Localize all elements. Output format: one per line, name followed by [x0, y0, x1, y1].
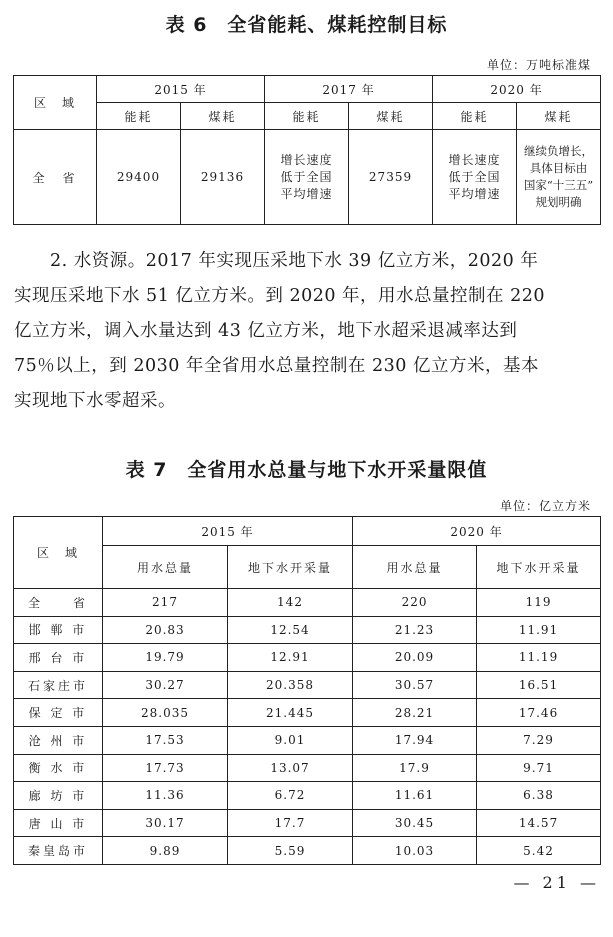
paragraph-line: 亿立方米，调入水量达到 43 亿立方米，地下水超采退减率达到 [14, 321, 518, 341]
table6-region-header: 区 域 [14, 76, 97, 130]
table7-value-cell: 11.19 [477, 644, 601, 672]
table6-value-cell: 29400 [97, 130, 181, 225]
table7-value-cell: 12.54 [228, 616, 353, 644]
table-row [14, 782, 601, 810]
table6-value-cell: 继续负增长， 具体目标由 国家“十三五” 规划明确 [517, 130, 601, 225]
table7-subheader: 用水总量 [353, 546, 477, 589]
paragraph-line: 2. 水资源。2017 年实现压采地下水 39 亿立方米，2020 年 [50, 251, 539, 271]
table6-subheader: 煤耗 [349, 103, 433, 130]
table7-value-cell: 220 [353, 589, 477, 617]
table7-value-cell: 30.27 [103, 671, 228, 699]
table-row [14, 837, 601, 865]
table7-subheader: 用水总量 [103, 546, 228, 589]
paragraph-line: 75％以上，到 2030 年全省用水总量控制在 230 亿立方米，基本 [14, 356, 539, 376]
table7-value-cell: 9.01 [228, 726, 353, 754]
table-row [14, 671, 601, 699]
table7-value-cell: 21.445 [228, 699, 353, 727]
table7-value-cell: 6.38 [477, 782, 601, 810]
table7-year-header: 2020 年 [353, 517, 601, 546]
table7-value-cell: 30.17 [103, 809, 228, 837]
table7-region-cell: 邢 台 市 [14, 644, 103, 672]
table7-value-cell: 5.42 [477, 837, 601, 865]
table-row [14, 644, 601, 672]
table6-region-cell: 全 省 [14, 130, 97, 225]
table-row [14, 754, 601, 782]
paragraph-line: 实现地下水零超采。 [14, 391, 176, 411]
table6-subheader: 能耗 [265, 103, 349, 130]
table7-value-cell: 20.09 [353, 644, 477, 672]
table7-value-cell: 10.03 [353, 837, 477, 865]
table7-value-cell: 20.83 [103, 616, 228, 644]
table7-value-cell: 30.45 [353, 809, 477, 837]
table7-subheader: 地下水开采量 [477, 546, 601, 589]
table7 [13, 516, 601, 865]
table6-subheader: 煤耗 [517, 103, 601, 130]
table7-region-cell: 邯 郸 市 [14, 616, 103, 644]
table7-value-cell: 11.91 [477, 616, 601, 644]
table7-value-cell: 14.57 [477, 809, 601, 837]
table-row [14, 699, 601, 727]
table-row [14, 589, 601, 617]
table7-value-cell: 21.23 [353, 616, 477, 644]
table7-value-cell: 6.72 [228, 782, 353, 810]
table-row [14, 726, 601, 754]
table7-region-cell: 秦皇岛市 [14, 837, 103, 865]
table7-region-cell: 唐 山 市 [14, 809, 103, 837]
table6-subheader: 能耗 [97, 103, 181, 130]
table7-value-cell: 9.71 [477, 754, 601, 782]
table7-region-cell: 全 省 [14, 589, 103, 617]
table7-value-cell: 142 [228, 589, 353, 617]
table7-region-header: 区 域 [14, 517, 103, 589]
table7-unit: 单位：亿立方米 [499, 499, 591, 513]
table7-value-cell: 17.7 [228, 809, 353, 837]
table6-value-cell: 增长速度 低于全国 平均增速 [433, 130, 517, 225]
table7-region-cell: 廊 坊 市 [14, 782, 103, 810]
table7-value-cell: 5.59 [228, 837, 353, 865]
table7-region-cell: 衡 水 市 [14, 754, 103, 782]
table7-value-cell: 11.36 [103, 782, 228, 810]
table7-region-cell: 石家庄市 [14, 671, 103, 699]
water-resources-paragraph [14, 244, 598, 419]
table-row [14, 809, 601, 837]
table7-value-cell: 217 [103, 589, 228, 617]
table7-value-cell: 11.61 [353, 782, 477, 810]
table7-value-cell: 17.53 [103, 726, 228, 754]
table6-year-header: 2015 年 [97, 76, 265, 103]
table7-value-cell: 17.94 [353, 726, 477, 754]
paragraph-line: 实现压采地下水 51 亿立方米。到 2020 年，用水总量控制在 220 [14, 286, 546, 306]
table6-subheader: 煤耗 [181, 103, 265, 130]
table7-value-cell: 13.07 [228, 754, 353, 782]
table7-title: 表 7 全省用水总量与地下水开采量限值 [125, 459, 488, 481]
table7-value-cell: 17.73 [103, 754, 228, 782]
table7-value-cell: 28.21 [353, 699, 477, 727]
table7-year-header: 2015 年 [103, 517, 353, 546]
table7-value-cell: 16.51 [477, 671, 601, 699]
table6-year-header: 2020 年 [433, 76, 601, 103]
table7-region-cell: 沧 州 市 [14, 726, 103, 754]
table7-value-cell: 17.9 [353, 754, 477, 782]
table7-value-cell: 19.79 [103, 644, 228, 672]
table7-value-cell: 30.57 [353, 671, 477, 699]
page-number: — 21 — [513, 873, 600, 892]
table6-subheader: 能耗 [433, 103, 517, 130]
table6-title: 表 6 全省能耗、煤耗控制目标 [165, 14, 448, 36]
table7-value-cell: 20.358 [228, 671, 353, 699]
table6-year-header: 2017 年 [265, 76, 433, 103]
table7-value-cell: 119 [477, 589, 601, 617]
table7-value-cell: 9.89 [103, 837, 228, 865]
table7-subheader: 地下水开采量 [228, 546, 353, 589]
table-row [14, 616, 601, 644]
table7-value-cell: 12.91 [228, 644, 353, 672]
table6-value-cell: 29136 [181, 130, 265, 225]
table7-value-cell: 28.035 [103, 699, 228, 727]
table6-unit: 单位：万吨标准煤 [486, 58, 591, 72]
table6-value-cell: 27359 [349, 130, 433, 225]
table7-region-cell: 保 定 市 [14, 699, 103, 727]
table7-value-cell: 7.29 [477, 726, 601, 754]
table6 [13, 75, 601, 225]
table6-value-cell: 增长速度 低于全国 平均增速 [265, 130, 349, 225]
table7-value-cell: 17.46 [477, 699, 601, 727]
